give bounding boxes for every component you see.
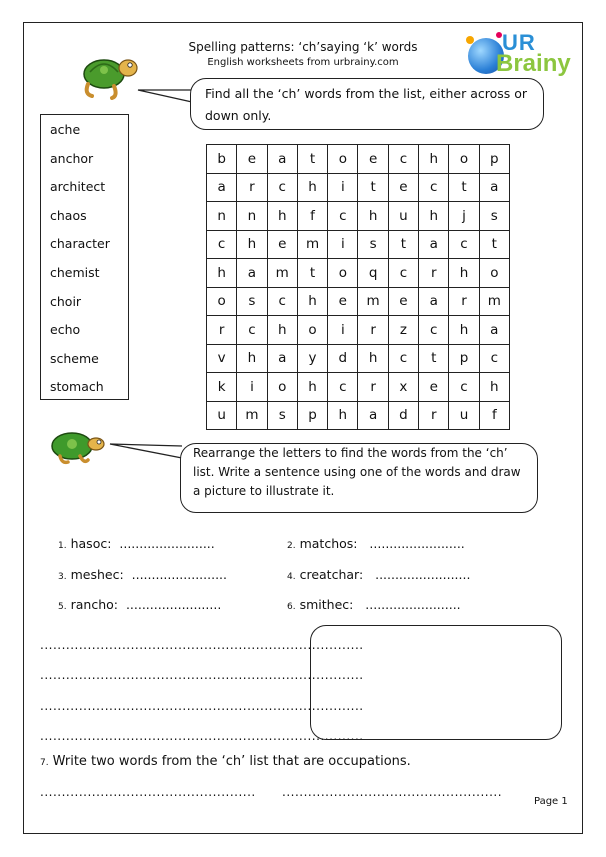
grid-cell[interactable]: c xyxy=(449,373,479,402)
answer-blank[interactable]: ........................ xyxy=(369,536,465,551)
grid-cell[interactable]: h xyxy=(419,202,449,231)
worksheet-title: Spelling patterns: ‘ch’saying ‘k’ words xyxy=(188,40,418,54)
grid-cell[interactable]: o xyxy=(328,259,358,288)
grid-cell[interactable]: y xyxy=(297,344,327,373)
answer-blank[interactable]: ........................ xyxy=(131,567,227,582)
question-number: 2. xyxy=(287,541,296,551)
grid-cell[interactable]: a xyxy=(358,401,388,430)
grid-row xyxy=(207,401,510,430)
sentence-line[interactable]: ........................................................................... xyxy=(40,729,364,743)
logo-dot-icon xyxy=(466,36,474,44)
answer-blank[interactable]: ........................ xyxy=(125,597,222,612)
grid-cell[interactable]: c xyxy=(267,173,297,202)
question-number: 7. xyxy=(40,758,49,768)
grid-row xyxy=(207,202,510,231)
grid-cell[interactable]: d xyxy=(388,401,418,430)
grid-cell[interactable]: h xyxy=(297,287,327,316)
logo-text-ur: UR xyxy=(502,30,536,55)
instruction-bubble-2: Rearrange the letters to find the words from the ‘ch’ list. Write a sentence using one of the words and draw a picture to illustrate it. xyxy=(180,443,538,513)
grid-cell[interactable]: o xyxy=(207,287,237,316)
grid-cell[interactable]: t xyxy=(388,230,418,259)
grid-cell[interactable]: e xyxy=(419,373,449,402)
grid-cell[interactable]: u xyxy=(449,401,479,430)
word-list-item: anchor xyxy=(50,150,94,166)
anagram-question xyxy=(58,597,221,612)
grid-cell[interactable]: u xyxy=(207,401,237,430)
grid-cell[interactable]: o xyxy=(297,316,327,345)
word-list-item: architect xyxy=(50,179,106,195)
grid-cell[interactable]: f xyxy=(297,202,327,231)
grid-cell[interactable]: e xyxy=(388,173,418,202)
word-list-item: chemist xyxy=(50,264,100,280)
grid-cell[interactable]: a xyxy=(419,230,449,259)
question-number: 5. xyxy=(58,602,67,612)
grid-cell[interactable]: j xyxy=(449,202,479,231)
grid-cell[interactable]: t xyxy=(358,173,388,202)
grid-cell[interactable]: c xyxy=(419,173,449,202)
grid-cell[interactable]: c xyxy=(328,373,358,402)
worksheet-subtitle: English worksheets from urbrainy.com xyxy=(207,57,399,68)
grid-cell[interactable]: u xyxy=(388,202,418,231)
grid-cell[interactable]: p xyxy=(297,401,327,430)
grid-cell[interactable]: m xyxy=(297,230,327,259)
grid-cell[interactable]: c xyxy=(207,230,237,259)
page-number: Page 1 xyxy=(534,796,568,807)
grid-cell[interactable]: c xyxy=(388,344,418,373)
answer-blank[interactable]: ........................ xyxy=(119,536,215,551)
sentence-line[interactable]: ........................................................................... xyxy=(40,638,364,652)
grid-cell[interactable]: r xyxy=(237,173,267,202)
grid-cell[interactable]: h xyxy=(297,173,327,202)
grid-cell[interactable]: e xyxy=(267,230,297,259)
grid-cell[interactable]: r xyxy=(358,316,388,345)
grid-row xyxy=(207,287,510,316)
grid-row xyxy=(207,316,510,345)
urbrainy-logo xyxy=(462,30,578,80)
word-list-item: scheme xyxy=(50,350,99,366)
answer-blank[interactable]: ........................ xyxy=(375,567,471,582)
anagram-word: rancho: xyxy=(70,597,118,612)
grid-cell[interactable]: m xyxy=(358,287,388,316)
word-list-box xyxy=(40,114,129,400)
grid-cell[interactable]: h xyxy=(267,316,297,345)
grid-cell[interactable]: h xyxy=(328,401,358,430)
grid-row xyxy=(207,145,510,174)
grid-row xyxy=(207,230,510,259)
speech-bubble-tail xyxy=(108,440,184,464)
grid-cell[interactable]: h xyxy=(449,316,479,345)
grid-row xyxy=(207,373,510,402)
grid-cell[interactable]: a xyxy=(419,287,449,316)
grid-cell[interactable]: h xyxy=(237,230,267,259)
grid-cell[interactable]: o xyxy=(328,145,358,174)
grid-cell[interactable]: k xyxy=(207,373,237,402)
grid-cell[interactable]: r xyxy=(419,401,449,430)
grid-cell[interactable]: i xyxy=(237,373,267,402)
anagram-word: smithec: xyxy=(299,597,354,612)
grid-cell[interactable]: r xyxy=(449,287,479,316)
grid-cell[interactable]: h xyxy=(237,344,267,373)
grid-cell[interactable]: x xyxy=(388,373,418,402)
grid-cell[interactable]: t xyxy=(297,145,327,174)
grid-cell[interactable]: h xyxy=(358,202,388,231)
grid-cell[interactable]: a xyxy=(237,259,267,288)
tortoise-icon xyxy=(78,52,142,100)
instruction-bubble-1: Find all the ‘ch’ words from the list, either across or down only. xyxy=(190,78,544,130)
grid-cell[interactable]: b xyxy=(207,145,237,174)
grid-cell[interactable]: a xyxy=(479,173,509,202)
grid-cell[interactable]: a xyxy=(267,145,297,174)
grid-cell[interactable]: o xyxy=(449,145,479,174)
anagram-question xyxy=(287,536,465,551)
grid-cell[interactable]: d xyxy=(328,344,358,373)
grid-row xyxy=(207,344,510,373)
grid-cell[interactable]: c xyxy=(388,259,418,288)
grid-cell[interactable]: c xyxy=(449,230,479,259)
grid-cell[interactable]: o xyxy=(479,259,509,288)
grid-cell[interactable]: e xyxy=(237,145,267,174)
grid-cell[interactable]: n xyxy=(207,202,237,231)
occupation-answer-line[interactable]: ................................................... xyxy=(282,785,503,799)
speech-bubble-tail xyxy=(136,86,196,110)
grid-cell[interactable]: i xyxy=(328,173,358,202)
question-number: 6. xyxy=(287,602,296,612)
answer-blank[interactable]: ........................ xyxy=(365,597,461,612)
grid-cell[interactable]: r xyxy=(419,259,449,288)
word-list-item: stomach xyxy=(50,379,104,395)
grid-cell[interactable]: h xyxy=(207,259,237,288)
question-number: 1. xyxy=(58,541,67,551)
grid-cell[interactable]: h xyxy=(419,145,449,174)
grid-cell[interactable]: c xyxy=(237,316,267,345)
grid-cell[interactable]: e xyxy=(388,287,418,316)
anagram-word: creatchar: xyxy=(299,567,364,582)
grid-cell[interactable]: m xyxy=(479,287,509,316)
grid-cell[interactable]: s xyxy=(479,202,509,231)
grid-cell[interactable]: i xyxy=(328,230,358,259)
grid-cell[interactable]: i xyxy=(328,316,358,345)
grid-cell[interactable]: q xyxy=(358,259,388,288)
grid-cell[interactable]: t xyxy=(297,259,327,288)
grid-cell[interactable]: t xyxy=(419,344,449,373)
grid-cell[interactable]: c xyxy=(388,145,418,174)
sentence-line[interactable]: ........................................................................... xyxy=(40,699,364,713)
grid-cell[interactable]: v xyxy=(207,344,237,373)
grid-cell[interactable]: n xyxy=(237,202,267,231)
grid-cell[interactable]: c xyxy=(419,316,449,345)
grid-cell[interactable]: r xyxy=(207,316,237,345)
grid-cell[interactable]: m xyxy=(267,259,297,288)
question-7-text: Write two words from the ‘ch’ list that are occupations. xyxy=(52,754,411,769)
sentence-line[interactable]: ........................................................................... xyxy=(40,668,364,682)
anagram-word: matchos: xyxy=(299,536,358,551)
grid-cell[interactable]: c xyxy=(267,287,297,316)
grid-cell[interactable]: h xyxy=(297,373,327,402)
anagram-question xyxy=(287,597,461,612)
grid-cell[interactable]: s xyxy=(237,287,267,316)
word-search-grid xyxy=(206,144,510,430)
grid-cell[interactable]: t xyxy=(479,230,509,259)
logo-text-brainy: Brainy xyxy=(496,50,571,77)
grid-cell[interactable]: p xyxy=(479,145,509,174)
grid-cell[interactable]: s xyxy=(358,230,388,259)
grid-row xyxy=(207,259,510,288)
occupation-answer-line[interactable]: .................................................. xyxy=(40,785,256,799)
word-list-item: chaos xyxy=(50,207,87,223)
grid-cell[interactable]: t xyxy=(449,173,479,202)
grid-cell[interactable]: h xyxy=(479,373,509,402)
grid-cell[interactable]: z xyxy=(388,316,418,345)
grid-cell[interactable]: m xyxy=(237,401,267,430)
question-number: 4. xyxy=(287,572,296,582)
word-list-item: ache xyxy=(50,122,81,137)
grid-cell[interactable]: a xyxy=(267,344,297,373)
anagram-question xyxy=(58,536,215,551)
word-list-item: character xyxy=(50,236,110,252)
anagram-word: hasoc: xyxy=(70,536,112,551)
grid-cell[interactable]: p xyxy=(449,344,479,373)
anagram-question xyxy=(58,567,227,582)
anagram-question xyxy=(287,567,470,582)
picture-box[interactable] xyxy=(310,625,562,740)
tortoise-icon xyxy=(46,424,116,468)
question-7 xyxy=(40,754,411,769)
grid-cell[interactable]: h xyxy=(358,344,388,373)
grid-cell[interactable]: h xyxy=(267,202,297,231)
word-list-item: echo xyxy=(50,322,81,338)
anagram-word: meshec: xyxy=(70,567,124,582)
grid-cell[interactable]: f xyxy=(479,401,509,430)
grid-cell[interactable]: c xyxy=(328,202,358,231)
grid-cell[interactable]: c xyxy=(479,344,509,373)
grid-cell[interactable]: e xyxy=(328,287,358,316)
grid-cell[interactable]: o xyxy=(267,373,297,402)
grid-cell[interactable]: r xyxy=(358,373,388,402)
grid-cell[interactable]: h xyxy=(449,259,479,288)
question-number: 3. xyxy=(58,572,67,582)
grid-cell[interactable]: a xyxy=(207,173,237,202)
grid-cell[interactable]: s xyxy=(267,401,297,430)
word-list-item: choir xyxy=(50,293,82,309)
grid-row xyxy=(207,173,510,202)
grid-cell[interactable]: e xyxy=(358,145,388,174)
grid-cell[interactable]: a xyxy=(479,316,509,345)
